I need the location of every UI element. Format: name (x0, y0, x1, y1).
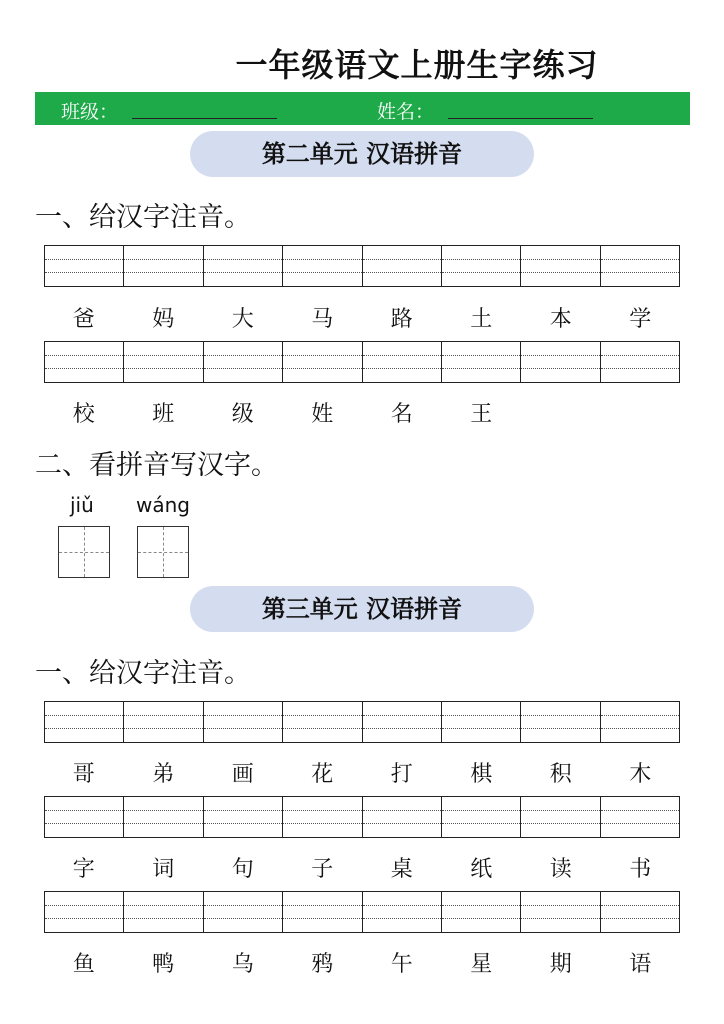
unit2-char-row-2 (44, 397, 680, 428)
name-field[interactable] (448, 118, 593, 119)
pinyin-cell[interactable] (442, 797, 521, 837)
char (521, 397, 601, 428)
char: 纸 (470, 857, 493, 882)
pinyin-cell[interactable] (283, 342, 362, 382)
char: 爸 (72, 307, 95, 332)
pinyin-cell[interactable] (442, 892, 521, 932)
char: 读 (549, 857, 572, 882)
pinyin-cell[interactable] (204, 797, 283, 837)
char: 午 (390, 952, 413, 977)
char: 句 (231, 857, 254, 882)
unit3-pinyin-grid-1[interactable] (44, 701, 680, 743)
char: 积 (549, 762, 572, 787)
char: 花 (311, 762, 334, 787)
pinyin-cell[interactable] (124, 797, 203, 837)
unit3-char-row-3 (44, 947, 680, 978)
pinyin-cell[interactable] (124, 342, 203, 382)
char: 班 (152, 402, 175, 427)
unit3-heading: 第三单元 汉语拼音 (190, 586, 534, 632)
char: 妈 (152, 307, 175, 332)
pinyin-cell[interactable] (363, 797, 442, 837)
char (601, 397, 681, 428)
class-field[interactable] (132, 118, 277, 119)
char: 棋 (470, 762, 493, 787)
pinyin-cell[interactable] (601, 892, 679, 932)
char: 王 (470, 402, 493, 427)
pinyin-cell[interactable] (363, 702, 442, 742)
pinyin-cell[interactable] (601, 702, 679, 742)
pinyin-prompt: wáng (136, 493, 190, 517)
char: 本 (549, 307, 572, 332)
char: 级 (231, 402, 254, 427)
unit2-section1-title: 一、给汉字注音。 (35, 202, 251, 233)
unit2-pinyin-grid-1[interactable] (44, 245, 680, 287)
pinyin-cell[interactable] (45, 797, 124, 837)
char: 学 (629, 307, 652, 332)
unit3-char-row-2 (44, 852, 680, 883)
char: 书 (629, 857, 652, 882)
char: 画 (231, 762, 254, 787)
unit3-section1-title: 一、给汉字注音。 (35, 658, 251, 689)
pinyin-cell[interactable] (45, 892, 124, 932)
char: 弟 (152, 762, 175, 787)
pinyin-cell[interactable] (283, 797, 362, 837)
unit3-pinyin-grid-3[interactable] (44, 891, 680, 933)
unit2-heading: 第二单元 汉语拼音 (190, 131, 534, 177)
pinyin-cell[interactable] (283, 246, 362, 286)
pinyin-cell[interactable] (521, 342, 600, 382)
unit2-section2-title: 二、看拼音写汉字。 (35, 450, 278, 481)
pinyin-cell[interactable] (521, 892, 600, 932)
pinyin-cell[interactable] (601, 246, 679, 286)
pinyin-cell[interactable] (442, 342, 521, 382)
char: 哥 (72, 762, 95, 787)
pinyin-cell[interactable] (601, 342, 679, 382)
unit2-pinyin-grid-2[interactable] (44, 341, 680, 383)
pinyin-cell[interactable] (442, 246, 521, 286)
unit2-char-row-1 (44, 302, 680, 333)
unit3-pinyin-grid-2[interactable] (44, 796, 680, 838)
char: 鸦 (311, 952, 334, 977)
char: 土 (470, 307, 493, 332)
pinyin-cell[interactable] (204, 246, 283, 286)
pinyin-cell[interactable] (363, 342, 442, 382)
char: 姓 (311, 402, 334, 427)
student-info-bar (35, 92, 690, 125)
tianzige-box[interactable] (137, 526, 189, 578)
char: 名 (390, 402, 413, 427)
pinyin-cell[interactable] (204, 702, 283, 742)
pinyin-cell[interactable] (204, 342, 283, 382)
char: 星 (470, 952, 493, 977)
char: 马 (311, 307, 334, 332)
char: 打 (390, 762, 413, 787)
pinyin-cell[interactable] (442, 702, 521, 742)
char: 子 (311, 857, 334, 882)
pinyin-cell[interactable] (363, 246, 442, 286)
page-title: 一年级语文上册生字练习 (235, 46, 599, 84)
char: 校 (72, 402, 95, 427)
pinyin-cell[interactable] (45, 342, 124, 382)
tianzige-box[interactable] (58, 526, 110, 578)
pinyin-cell[interactable] (521, 702, 600, 742)
class-label: 班级： (61, 101, 119, 123)
char: 鱼 (72, 952, 95, 977)
pinyin-cell[interactable] (601, 797, 679, 837)
char: 期 (549, 952, 572, 977)
char: 桌 (390, 857, 413, 882)
char: 乌 (231, 952, 254, 977)
pinyin-cell[interactable] (521, 797, 600, 837)
char: 木 (629, 762, 652, 787)
pinyin-cell[interactable] (124, 702, 203, 742)
name-label: 姓名： (377, 101, 435, 123)
char: 路 (390, 307, 413, 332)
pinyin-cell[interactable] (283, 702, 362, 742)
pinyin-cell[interactable] (521, 246, 600, 286)
pinyin-cell[interactable] (204, 892, 283, 932)
char: 语 (629, 952, 652, 977)
char: 字 (72, 857, 95, 882)
char: 大 (231, 307, 254, 332)
pinyin-prompt: jiǔ (70, 493, 94, 517)
pinyin-cell[interactable] (363, 892, 442, 932)
pinyin-cell[interactable] (124, 892, 203, 932)
pinyin-cell[interactable] (45, 702, 124, 742)
char: 词 (152, 857, 175, 882)
pinyin-cell[interactable] (45, 246, 124, 286)
unit3-char-row-1 (44, 757, 680, 788)
pinyin-cell[interactable] (124, 246, 203, 286)
char: 鸭 (152, 952, 175, 977)
pinyin-cell[interactable] (283, 892, 362, 932)
